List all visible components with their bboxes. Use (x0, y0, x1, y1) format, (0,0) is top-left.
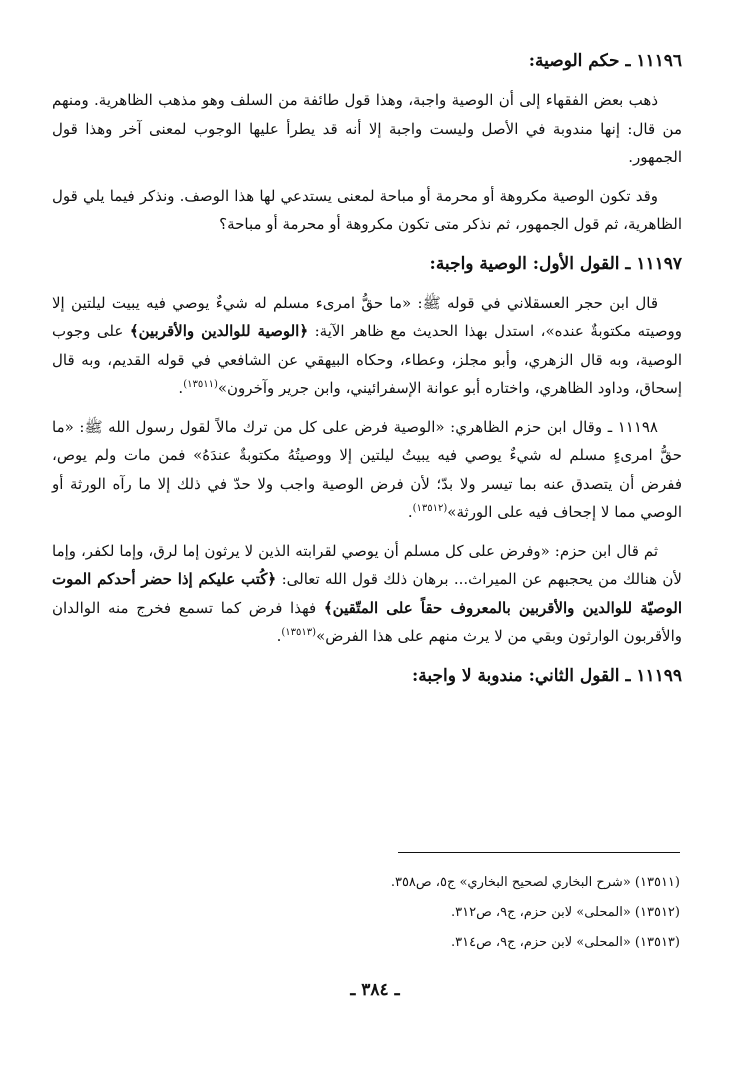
paragraph-11198-b-end: . (276, 627, 282, 645)
quran-verse-11198: ﴿كُتب عليكم إذا حضر أحدكم الموت الوصيّة للوالدين والأقربين بالمعروف حقاً على المتّقين﴾ (52, 570, 683, 617)
page-body (52, 46, 682, 701)
paragraph-11198-b-text-b: فهذا فرض كما تسمع فخرج منه الوالدان والأقربون الوارثون وبقي من لا يرث منهم على هذا الفرض» (52, 598, 682, 645)
paragraph-11198-end: . (407, 503, 413, 521)
paragraph-11197-text-a: قال ابن حجر العسقلاني في قوله ﷺ: «ما حقُّ امرىء مسلم له شيءٌ يوصي فيه يبيت ليلتين إلا ووصيته مكتوبةٌ عنده»، استدل بهذا الحديث مع ظاهر الآية: (52, 293, 683, 340)
paragraph-11198-text: ١١١٩٨ ـ وقال ابن حزم الظاهري: «الوصية فرض على كل من ترك مالاً لقول رسول الله ﷺ: «ما حقُّ امرىءٍ مسلم له شيءٌ يوصي فيه يبيتُ ليلتين إلا ووصيتُهُ مكتوبةٌ عندَهُ» فمن مات ولم يوص، ففرض أن يتصدق عنه بما تيسر ولا بدّ؛ لأن فرض الوصية واجب ولا حدّ في ذلك إلا ما رآه الورثة أو الوصي مما لا إجحاف فيه على الورثة» (52, 417, 682, 521)
footnote-ref-13512: (١٣٥١٢) (412, 503, 448, 514)
footnote-divider (398, 852, 680, 853)
footnote-ref-13511: (١٣٥١١) (183, 379, 218, 390)
paragraph-11198-b (52, 537, 682, 651)
section-heading-11196: ١١١٩٦ ـ حكم الوصية: (528, 51, 682, 71)
quran-verse-11197: ﴿الوصية للوالدين والأقربين﴾ (129, 322, 309, 340)
footnote-13511: (١٣٥١١) «شرح البخاري لصحيح البخاري» ج٥، ص٣٥٨. (390, 875, 680, 890)
paragraph-11198 (52, 413, 682, 527)
footnote-13512: (١٣٥١٢) «المحلى» لابن حزم، ج٩، ص٣١٢. (450, 905, 680, 920)
footnote-13513: (١٣٥١٣) «المحلى» لابن حزم، ج٩، ص٣١٤. (450, 935, 680, 950)
paragraph-11197 (52, 289, 682, 403)
paragraph-11198-b-text-a: ثم قال ابن حزم: «وفرض على كل مسلم أن يوصي لقرابته الذين لا يرثون إما لرق، وإما لكفر، وإما لأن هنالك من يحجبهم عن الميراث... برهان ذلك قول الله تعالى: (52, 541, 682, 588)
paragraph-11196-2: وقد تكون الوصية مكروهة أو محرمة أو مباحة لمعنى يستدعي لها هذا الوصف. ونذكر فيما يلي قول الظاهرية، ثم قول الجمهور، ثم نذكر متى تكون مكروهة أو محرمة أو مباحة؟ (52, 186, 682, 233)
section-heading-11197: ١١١٩٧ ـ القول الأول: الوصية واجبة: (429, 253, 682, 274)
page-number: ـ ٣٨٤ ـ (350, 980, 400, 1000)
footnotes (180, 868, 680, 958)
paragraph-11197-end: . (178, 379, 184, 397)
footnote-ref-13513: (١٣٥١٣) (281, 627, 317, 638)
section-heading-11199: ١١١٩٩ ـ القول الثاني: مندوبة لا واجبة: (411, 665, 682, 686)
paragraph-11197-text-b: على وجوب الوصية، وبه قال الزهري، وأبو مجلز، وعطاء، وحكاه البيهقي عن الشافعي في قوله القديم، وبه قال إسحاق، وداود الظاهري، واختاره أبو عوانة الإسفرائيني، وابن جرير وآخرون» (52, 322, 682, 397)
paragraph-11196-1: ذهب بعض الفقهاء إلى أن الوصية واجبة، وهذا قول طائفة من السلف وهو مذهب الظاهرية. ومنهم من قال: إنها مندوبة في الأصل وليست واجبة إلا أنه قد يطرأ عليها الوجوب لمعنى آخر وهذا قول الجمهور. (52, 91, 682, 166)
